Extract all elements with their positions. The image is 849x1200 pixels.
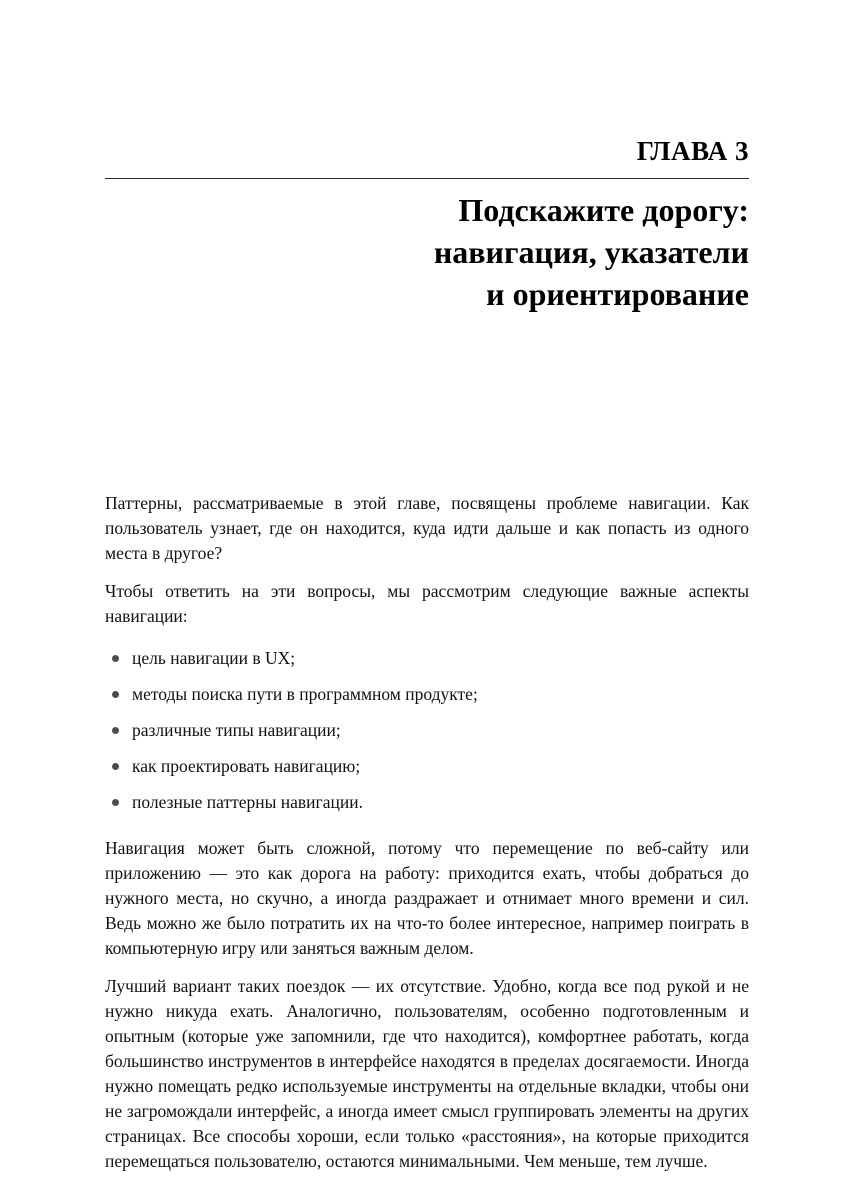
title-line-1: Подскажите дорогу: bbox=[458, 192, 749, 228]
title-line-3: и ориентирование bbox=[486, 276, 749, 312]
list-item bbox=[105, 646, 749, 671]
bullet-icon bbox=[112, 691, 119, 698]
list-item bbox=[105, 682, 749, 707]
title-line-2: навигация, указатели bbox=[433, 234, 749, 270]
list-item bbox=[105, 754, 749, 779]
bullet-icon bbox=[112, 655, 119, 662]
page-body bbox=[105, 491, 749, 1174]
chapter-rule bbox=[105, 178, 749, 179]
list-item-text: полезные паттерны навигации. bbox=[132, 792, 363, 812]
chapter-title bbox=[105, 189, 749, 315]
chapter-header bbox=[105, 136, 749, 315]
bullet-icon bbox=[112, 727, 119, 734]
paragraph-intro-1: Паттерны, рассматриваемые в этой главе, посвящены проблеме навигации. Как пользователь узнает, где он находится, куда идти дальше и как попасть из одного места в другое? bbox=[105, 493, 749, 563]
paragraph-closing-2: Лучший вариант таких поездок — их отсутствие. Удобно, когда все под рукой и не нужно никуда ехать. Аналогично, пользователям, особенно подготовленным и опытным (которые уже запомнили, где что находится), комфортнее работать, когда большинство инструментов в интерфейсе находятся в пределах досягаемости. Иногда нужно помещать редко используемые инструменты на отдельные вкладки, чтобы они не загромождали интерфейс, а иногда имеет смысл группировать элементы на других страницах. Все способы хороши, если только «расстояния», на которые приходится перемещаться пользователю, остаются минимальными. Чем меньше, тем лучше. bbox=[105, 976, 749, 1171]
bullet-icon bbox=[112, 763, 119, 770]
list-item bbox=[105, 790, 749, 815]
list-item-text: как проектировать навигацию; bbox=[132, 756, 361, 776]
paragraph-intro-2: Чтобы ответить на эти вопросы, мы рассмотрим следующие важные аспекты навигации: bbox=[105, 581, 749, 626]
bullet-icon bbox=[112, 799, 119, 806]
navigation-aspects-list bbox=[105, 646, 749, 815]
list-item-text: различные типы навигации; bbox=[132, 720, 341, 740]
list-item-text: методы поиска пути в программном продукте; bbox=[132, 684, 478, 704]
list-item-text: цель навигации в UX; bbox=[132, 648, 296, 668]
chapter-label: ГЛАВА 3 bbox=[636, 136, 749, 166]
paragraph-closing-1: Навигация может быть сложной, потому что перемещение по веб-сайту или приложению — это как дорога на работу: приходится ехать, чтобы добраться до нужного места, но скучно, а иногда раздражает и отнимает много времени и сил. Ведь можно же было потратить их на что-то более интересное, например поиграть в компьютерную игру или заняться важным делом. bbox=[105, 838, 749, 958]
list-item bbox=[105, 718, 749, 743]
